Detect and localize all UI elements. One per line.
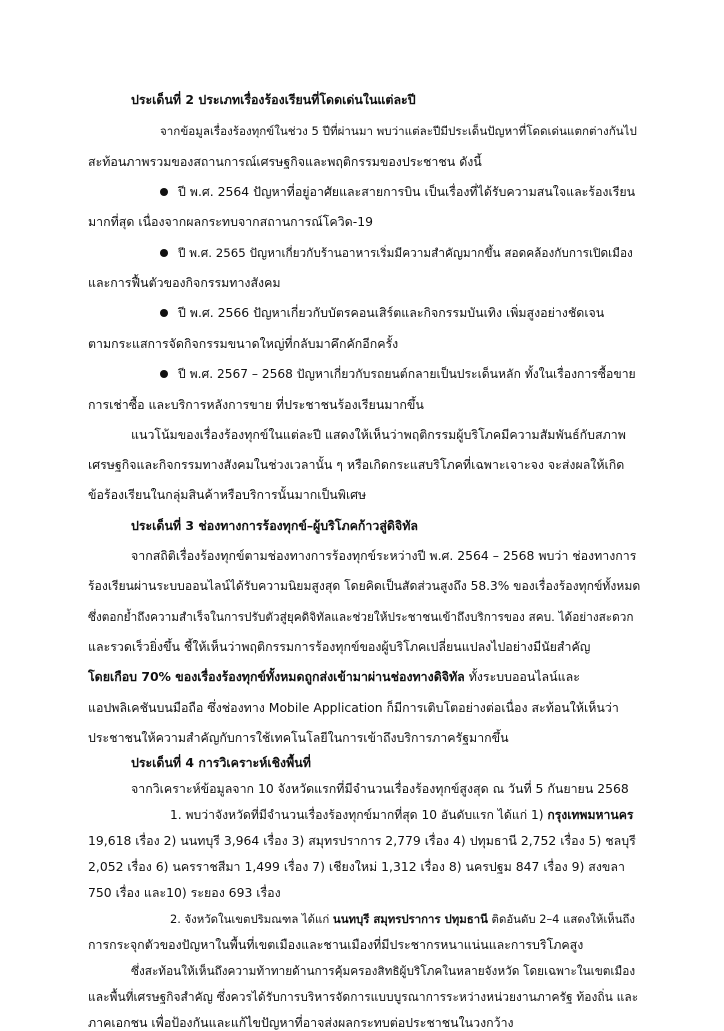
- list-item-text: 2. จังหวัดในเขตปริมณฑล ได้แก่: [170, 912, 333, 926]
- list-item: [170, 807, 633, 823]
- list-item-line: 2,052 เรื่อง 6) นครราชสีมา 1,499 เรื่อง 7) เชียงใหม่ 1,312 เรื่อง 8) นครปฐม 847 เรื่อง 9) สงขลา: [88, 859, 625, 874]
- bullet-line: มากที่สุด เนื่องจากผลกระทบจากสถานการณ์โควิด-19: [88, 214, 373, 229]
- paragraph-line: [88, 669, 580, 685]
- paragraph-line: จากวิเคราะห์ข้อมูลจาก 10 จังหวัดแรกที่มีจำนวนเรื่องร้องทุกข์สูงสุด ณ วันที่ 5 กันยายน 2568: [131, 781, 629, 796]
- closing-line: ซึ่งสะท้อนให้เห็นถึงความท้าทายด้านการคุ้มครองสิทธิผู้บริโภคในหลายจังหวัด โดยเฉพาะในเขตเมือง: [131, 964, 636, 978]
- bullet-line: การเช่าซื้อ และบริการหลังการขาย ที่ประชาชนร้องเรียนมากขึ้น: [88, 397, 424, 412]
- paragraph-tail: ทั้งระบบออนไลน์และ: [464, 669, 580, 684]
- list-item-line: 750 เรื่อง และ10) ระยอง 693 เรื่อง: [88, 885, 281, 900]
- paragraph-line: จากสถิติเรื่องร้องทุกข์ตามช่องทางการร้องทุกข์ระหว่างปี พ.ศ. 2564 – 2568 พบว่า ช่องทางการ: [131, 548, 637, 563]
- bullet-line: และการฟื้นตัวของกิจกรรมทางสังคม: [88, 275, 281, 290]
- emphasis-text: โดยเกือบ 70% ของเรื่องร้องทุกข์ทั้งหมดถูกส่งเข้ามาผ่านช่องทางดิจิทัล: [88, 669, 465, 684]
- paragraph-line: ร้องเรียนผ่านระบบออนไลน์ได้รับความนิยมสูงสุด โดยคิดเป็นสัดส่วนสูงถึง 58.3% ของเรื่องร้องทุกข์ทั้งหมด: [88, 579, 641, 593]
- bullet-line: ปี พ.ศ. 2565 ปัญหาเกี่ยวกับร้านอาหารเริ่มมีความสำคัญมากขึ้น สอดคล้องกับการเปิดเมือง: [178, 246, 633, 260]
- section-3-heading: ประเด็นที่ 3 ช่องทางการร้องทุกข์–ผู้บริโภคก้าวสู่ดิจิทัล: [131, 518, 418, 533]
- paragraph-line: ซึ่งตอกย้ำถึงความสำเร็จในการปรับตัวสู่ยุคดิจิทัลและช่วยให้ประชาชนเข้าถึงบริการของ สคบ. ได้อย่างสะดวก: [88, 610, 634, 624]
- bullet-line: ปี พ.ศ. 2567 – 2568 ปัญหาเกี่ยวกับรถยนต์กลายเป็นประเด็นหลัก ทั้งในเรื่องการซื้อขาย: [178, 367, 636, 381]
- paragraph-line: ข้อร้องเรียนในกลุ่มสินค้าหรือบริการนั้นมากเป็นพิเศษ: [88, 487, 367, 502]
- paragraph-line: ประชาชนให้ความสำคัญกับการใช้เทคโนโลยีในการเข้าถึงบริการภาครัฐมากขึ้น: [88, 730, 509, 745]
- list-item-text: 1. พบว่าจังหวัดที่มีจำนวนเรื่องร้องทุกข์มากที่สุด 10 อันดับแรก ได้แก่ 1): [170, 808, 548, 822]
- bullet-line: ปี พ.ศ. 2564 ปัญหาที่อยู่อาศัยและสายการบิน เป็นเรื่องที่ได้รับความสนใจและร้องเรียน: [178, 184, 636, 199]
- paragraph-line: สะท้อนภาพรวมของสถานการณ์เศรษฐกิจและพฤติกรรมของประชาชน ดังนี้: [88, 154, 482, 169]
- section-4-heading: ประเด็นที่ 4 การวิเคราะห์เชิงพื้นที่: [131, 755, 311, 770]
- bullet-icon: [160, 188, 168, 196]
- closing-line: และพื้นที่เศรษฐกิจสำคัญ ซึ่งควรได้รับการบริหารจัดการแบบบูรณาการระหว่างหน่วยงานภาครัฐ ท้องถิ่น และ: [88, 990, 639, 1004]
- paragraph-line: จากข้อมูลเรื่องร้องทุกข์ในช่วง 5 ปีที่ผ่านมา พบว่าแต่ละปีมีประเด็นปัญหาที่โดดเด่นแตกต่างกันไป: [160, 124, 637, 138]
- list-item-line: การกระจุกตัวของปัญหาในพื้นที่เขตเมืองและชานเมืองที่มีประชากรหนาแน่นและการบริโภคสูง: [88, 937, 584, 952]
- bullet-icon: [160, 370, 168, 378]
- list-item-line: 19,618 เรื่อง 2) นนทบุรี 3,964 เรื่อง 3) สมุทรปราการ 2,779 เรื่อง 4) ปทุมธานี 2,752 เรื่อง 5) ชลบุรี: [88, 833, 636, 848]
- paragraph-line: เศรษฐกิจและกิจกรรมทางสังคมในช่วงเวลานั้น ๆ หรือเกิดกระแสบริโภคที่เฉพาะเจาะจง จะส่งผลให้เกิด: [88, 457, 625, 472]
- paragraph-line: แนวโน้มของเรื่องร้องทุกข์ในแต่ละปี แสดงให้เห็นว่าพฤติกรรมผู้บริโภคมีความสัมพันธ์กับสภาพ: [131, 427, 626, 442]
- list-item-text: ติดอันดับ 2–4 แสดงให้เห็นถึง: [487, 912, 635, 926]
- bullet-icon: [160, 249, 168, 257]
- bullet-line: ตามกระแสการจัดกิจกรรมขนาดใหญ่ที่กลับมาคึกคักอีกครั้ง: [88, 336, 399, 351]
- section-2-heading: ประเด็นที่ 2 ประเภทเรื่องร้องเรียนที่โดดเด่นในแต่ละปี: [131, 92, 416, 107]
- paragraph-line: แอปพลิเคชันบนมือถือ ซึ่งช่องทาง Mobile Application ก็มีการเติบโตอย่างต่อเนื่อง สะท้อนให้เห็นว่า: [88, 700, 619, 715]
- closing-line: ภาคเอกชน เพื่อป้องกันและแก้ไขปัญหาที่อาจส่งผลกระทบต่อประชาชนในวงกว้าง: [88, 1015, 514, 1030]
- bullet-icon: [160, 309, 168, 317]
- emphasis-text: กรุงเทพมหานคร: [547, 808, 634, 822]
- bullet-line: ปี พ.ศ. 2566 ปัญหาเกี่ยวกับบัตรคอนเสิร์ตและกิจกรรมบันเทิง เพิ่มสูงอย่างชัดเจน: [178, 305, 605, 320]
- paragraph-line: และรวดเร็วยิ่งขึ้น ชี้ให้เห็นว่าพฤติกรรมการร้องทุกข์ของผู้บริโภคเปลี่ยนแปลงไปอย่างมีนัยสำคัญ: [88, 639, 591, 654]
- list-item: [170, 911, 635, 927]
- emphasis-text: นนทบุรี สมุทรปราการ ปทุมธานี: [332, 912, 488, 926]
